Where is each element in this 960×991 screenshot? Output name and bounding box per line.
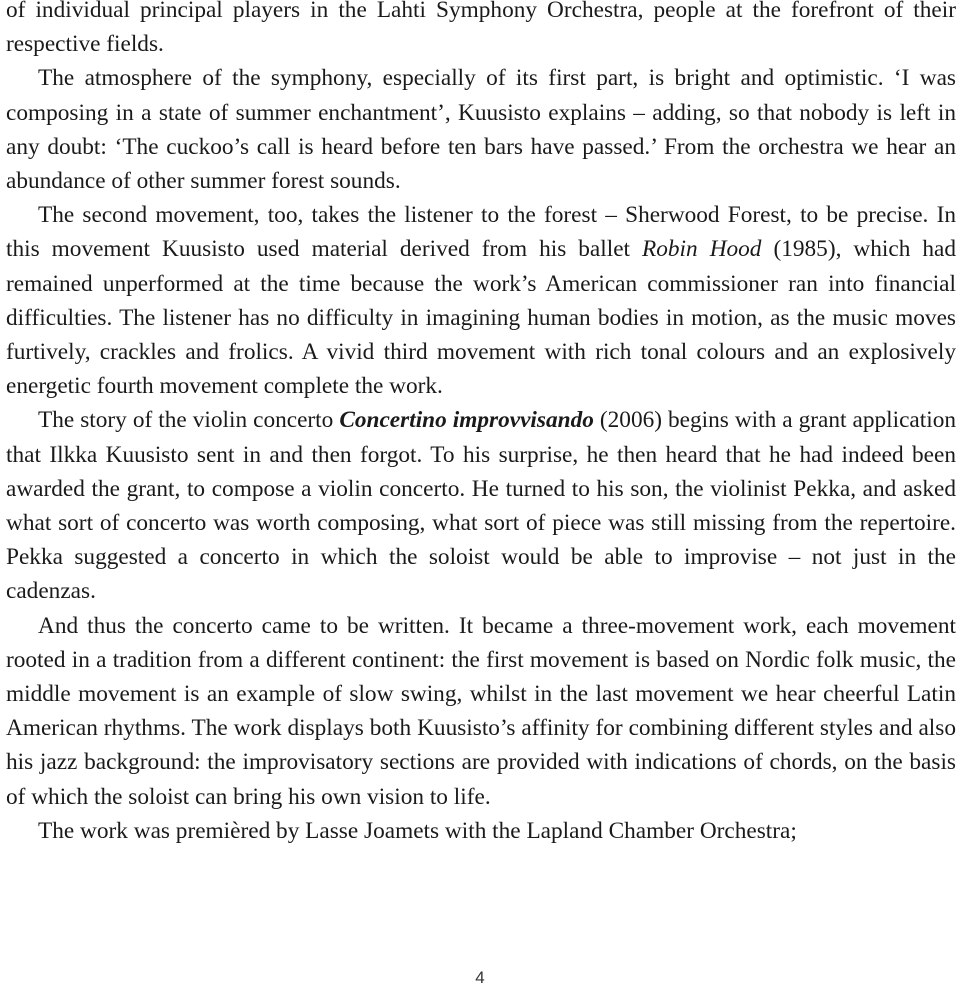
paragraph: [6, 0, 956, 61]
text-run: (2006) begins with a grant application that Ilkka Kuusisto sent in and then forgot. To his surprise, he then heard that he had indeed been awarded the grant, to compose a violin concerto. He turned to his son, the violinist Pekka, and asked what sort of concerto was worth composing, what sort of piece was still missing from the repertoire. Pekka suggested a concerto in which the soloist would be able to improvise – not just in the cadenzas.: [6, 407, 957, 605]
text-run: (1985), which had remained unperformed at the time because the work’s American commissioner ran into financial difficulties. The listener has no difficulty in imagining human bodies in motion, as the music moves furtively, crackles and frolics. A vivid third movement with rich tonal colours and an explosively energetic fourth movement complete the work.: [6, 236, 956, 400]
italic-title: Robin Hood: [642, 236, 762, 263]
paragraph: [6, 814, 956, 848]
body-text: [6, 0, 956, 848]
paragraph: [6, 61, 956, 198]
text-run: The story of the violin concerto: [38, 407, 340, 434]
paragraph: [6, 198, 956, 403]
text-run: of individual principal players in the Lahti Symphony Orchestra, people at the forefront of their respective fields.: [6, 0, 956, 58]
paragraph: [6, 403, 956, 608]
work-title: Concertino improvvisando: [339, 407, 594, 434]
page-number: 4: [475, 968, 485, 987]
paragraph: [6, 609, 956, 814]
text-run: And thus the concerto came to be written. It became a three-movement work, each movement rooted in a tradition from a different continent: the first movement is based on Nordic folk music, the middle movement is an example of slow swing, whilst in the last movement we hear cheerful Latin American rhythms. The work displays both Kuusisto’s affinity for combining different styles and also his jazz background: the improvisatory sections are provided with indications of chords, on the basis of which the soloist can bring his own vision to life.: [6, 612, 956, 810]
text-run: The atmosphere of the symphony, especially of its first part, is bright and optimistic. ‘I was composing in a state of summer enchantment’, Kuusisto explains – adding, so that nobody is left in any doubt: ‘The cuckoo’s call is heard before ten bars have passed.’ From the orchestra we hear an abundance of other summer forest sounds.: [6, 65, 956, 195]
text-run: The work was premièred by Lasse Joamets with the Lapland Chamber Orchestra;: [38, 817, 797, 844]
document-page: [6, 0, 956, 848]
text-run: The second movement, too, takes the listener to the forest – Sherwood Forest, to be precise. In this movement Kuusisto used material derived from his ballet: [6, 202, 956, 263]
